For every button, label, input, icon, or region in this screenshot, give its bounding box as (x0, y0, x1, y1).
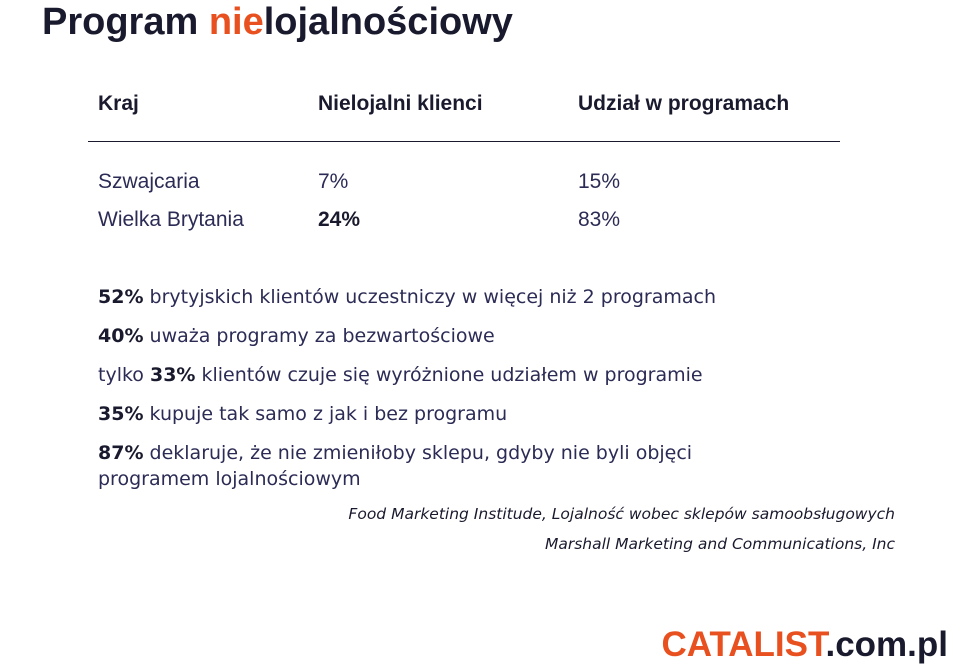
stat-item: 87% deklaruje, że nie zmieniłoby sklepu, gdyby nie byli objęci (98, 442, 693, 464)
row-1-disloyal: 7% (318, 170, 349, 193)
title-accent: nie (208, 1, 264, 43)
catalist-logo: CATALIST.com.pl (661, 625, 948, 664)
header-disloyal: Nielojalni klienci (318, 92, 483, 115)
page-title (42, 0, 513, 44)
stat-item: 35% kupuje tak samo z jak i bez programu (98, 403, 508, 425)
source-line-2: Marshall Marketing and Communications, Inc (544, 535, 895, 553)
source-line-1: Food Marketing Institude, Lojalność wobec sklepów samoobsługowych (348, 505, 895, 523)
header-share: Udział w programach (578, 92, 790, 115)
row-2-disloyal: 24% (318, 208, 361, 231)
stat-continuation: programem lojalnościowym (98, 468, 361, 490)
row-2-country: Wielka Brytania (98, 208, 244, 231)
title-part1: Program (42, 1, 209, 43)
title-part2: lojalnościowy (263, 1, 513, 43)
stat-item: 40% uważa programy za bezwartościowe (98, 325, 495, 347)
row-1-share: 15% (578, 170, 621, 193)
header-country: Kraj (98, 92, 139, 115)
stat-item: 52% brytyjskich klientów uczestniczy w więcej niż 2 programach (98, 286, 717, 308)
row-2-share: 83% (578, 208, 621, 231)
stat-item: tylko 33% klientów czuje się wyróżnione udziałem w programie (98, 364, 703, 386)
header-divider (88, 141, 840, 142)
row-1-country: Szwajcaria (98, 170, 200, 193)
